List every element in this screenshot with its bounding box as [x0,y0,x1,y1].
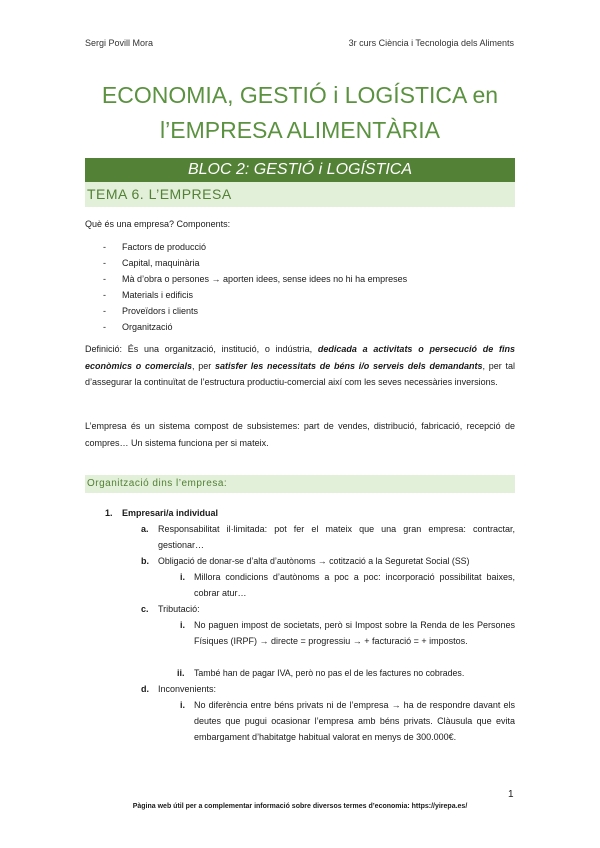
outline-item: Empresari/a individual [122,508,219,518]
system-paragraph: L’empresa és un sistema compost de subsistemes: part de vendes, distribució, fabricació, recepció de compres… Un sistema funciona per si mateix. [85,421,515,448]
definition-text: , per tal d’assegurar la continuïtat de l’estructura productiu-comercial així com les seves necessàries inversions. [85,360,516,387]
footer-note: Pàgina web útil per a complementar informació sobre diversos termes d’economia: https://yirepa.es/ [132,803,468,810]
component-item [85,239,515,255]
outline-item: Inconvenients: [158,684,217,694]
definition-emphasis: dedicada a activitats o persecució de fins econòmics o comercials [85,344,515,371]
component-label: Materials i edificis [122,290,194,300]
outline-marker: i. [180,700,186,710]
header-course: 3r curs Ciència i Tecnologia dels Aliments [348,38,514,48]
outline-item: Millora condicions d’autònoms a poc a poc: incorporació possibilitat baixes, cobrar atur… [194,572,515,598]
outline-item: També han de pagar IVA, però no pas el de les factures no cobrades. [194,668,465,678]
header-author: Sergi Povill Mora [85,38,154,48]
outline-marker: ii. [177,668,185,678]
dash-bullet: - [103,242,106,252]
component-label: Organització [122,322,173,332]
definition-paragraph [85,341,515,391]
outline-marker: b. [141,556,149,566]
outline-marker: 1. [105,508,113,518]
title-line-2: l’EMPRESA ALIMENTÀRIA [160,117,440,143]
component-item [85,271,515,287]
outline-item: Obligació de donar-se d’alta d’autònoms → cotització a la Seguretat Social (SS) [158,556,470,566]
tema-heading: TEMA 6. L’EMPRESA [85,182,515,207]
outline-item: Tributació: [158,604,200,614]
definition-text: Definició: És una organització, institució, o indústria, [85,344,318,354]
document-title [0,78,600,148]
component-label: Factors de producció [122,242,207,252]
question-text: Què és una empresa? Components: [85,219,231,229]
outline-item: No paguen impost de societats, però si Impost sobre la Renda de les Persones Físiques (IRPF) → directe = progressiu → + facturació = + impostos. [194,620,515,646]
outline-marker: c. [141,604,149,614]
outline-item: No diferència entre béns privats ni de l’empresa → ha de respondre davant els deutes que pugui ocasionar l’empresa amb béns privats. Clàusula que evita embargament d’habitatge habitual valorat en menys de 300.000€. [194,700,515,742]
outline-marker: d. [141,684,149,694]
page-number: 1 [508,789,514,800]
dash-bullet: - [103,274,106,284]
component-item [85,255,515,271]
component-label: Capital, maquinària [122,258,200,268]
definition-emphasis: satisfer les necessitats de béns i/o serveis dels demandants [215,360,483,371]
title-line-1: ECONOMIA, GESTIÓ i LOGÍSTICA en [101,82,499,108]
dash-bullet: - [103,306,106,316]
dash-bullet: - [103,290,106,300]
component-label: Mà d’obra o persones → aporten idees, sense idees no hi ha empreses [122,274,408,284]
component-item [85,287,515,303]
dash-bullet: - [103,322,106,332]
component-item [85,303,515,319]
bloc-banner: BLOC 2: GESTIÓ i LOGÍSTICA [85,158,515,182]
dash-bullet: - [103,258,106,268]
components-list [85,239,515,335]
component-label: Proveïdors i clients [122,306,199,316]
outline-marker: i. [180,572,186,582]
definition-text: , per [192,360,216,371]
outline-item: Responsabilitat il·limitada: pot fer el mateix que una gran empresa: contractar, gestionar… [158,524,515,550]
outline-marker: a. [141,524,149,534]
organization-heading: Organització dins l’empresa: [85,475,515,493]
component-item [85,319,515,335]
outline-marker: i. [180,620,186,630]
